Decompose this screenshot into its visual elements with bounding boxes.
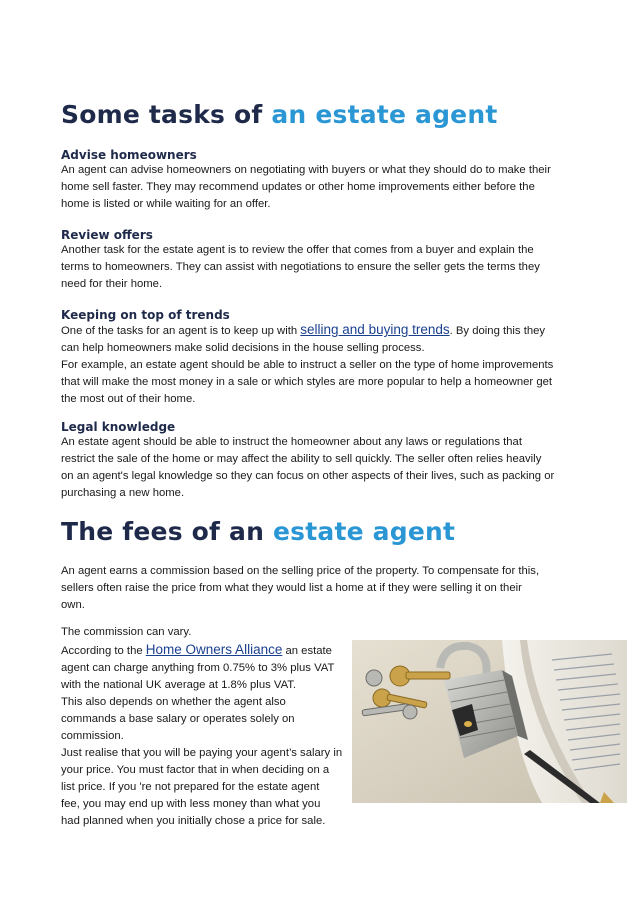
subheading-legal: Legal knowledge bbox=[61, 420, 176, 434]
section-title-accent: an estate agent bbox=[271, 100, 498, 129]
paragraph-advise: An agent can advise homeowners on negotiating with buyers or what they should do to make their home sell faster. They may recommend updates or other home improvements either before the home is listed or while waiting for an offer. bbox=[61, 164, 551, 210]
section-title-accent: estate agent bbox=[273, 517, 456, 546]
paragraph-fees-intro: An agent earns a commission based on the selling price of the property. To compensate for this, sellers often raise the price from what they would list a home at if they were selling it on their own. bbox=[61, 565, 540, 611]
keys-padlock-contract-photo bbox=[352, 640, 627, 803]
paragraph-realise: Just realise that you will be paying your agent’s salary in your price. You must factor that in when deciding on a list price. If you 're not prepared for the estate agent fee, you may end up with less money than what you had planned when you initially chose a price for sale. bbox=[61, 747, 343, 827]
paragraph-trends: One of the tasks for an agent is to keep up with selling and buying trends. By doing this they can help homeowners make solid decisions in the house selling process. For example, an estate agent should be able to instruct a seller on the type of home improvements that will make the most money in a sale or which styles are more popular to help a homeowner get the most out of their home. bbox=[61, 322, 554, 405]
section-title-fees: The fees of an estate agent bbox=[61, 517, 456, 546]
paragraph-review: Another task for the estate agent is to review the offer that comes from a buyer and explain the terms to homeowners. They can assist with negotiations to ensure the seller gets the terms they need for their home. bbox=[61, 244, 540, 290]
paragraph-legal: An estate agent should be able to instruct the homeowner about any laws or regulations that restrict the sale of the home or may affect the ability to sell quickly. The seller often relies heavily on an agent's legal knowledge so they can focus on other aspects of their lives, such as packing or purchasing a new home. bbox=[61, 436, 555, 499]
home-owners-alliance-link[interactable]: Home Owners Alliance bbox=[145, 642, 283, 657]
section-title-tasks: Some tasks of an estate agent bbox=[61, 100, 498, 129]
subheading-trends: Keeping on top of trends bbox=[61, 308, 230, 322]
selling-buying-trends-link[interactable]: selling and buying trends bbox=[300, 322, 450, 337]
subheading-advise: Advise homeowners bbox=[61, 148, 197, 162]
paragraph-commission: The commission can vary. According to the Home Owners Alliance an estate agent can charge anything from 0.75% to 3% plus VAT with the national UK average at 1.8% plus VAT. This also depends on whether the agent also commands a base salary or operates solely on commission. bbox=[61, 626, 335, 742]
subheading-review: Review offers bbox=[61, 228, 153, 242]
